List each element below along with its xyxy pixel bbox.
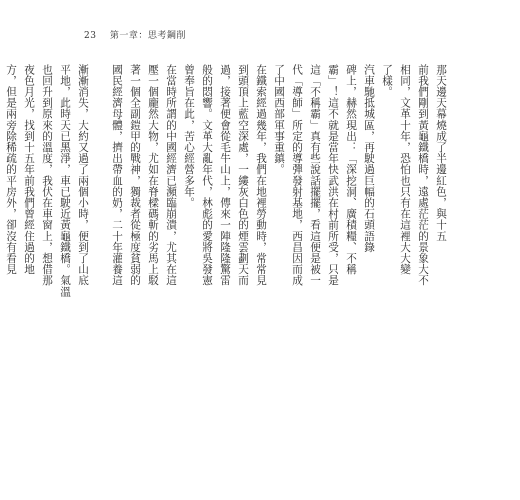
text-column: 方，但是兩旁除稀疏的平房外，卻沒有看見 xyxy=(5,64,17,275)
text-column: 過，接著便會從毛牛山上，傳來一陣隆隆驚雷 xyxy=(219,64,231,286)
text-column: 也回升到原來的溫度，我伏在車窗上，想借那 xyxy=(41,64,53,286)
page-header xyxy=(84,28,186,41)
running-title: 第一章：思考鋼削 xyxy=(109,31,186,41)
text-column: 國民經濟母體，擠出帶血的奶，二十年灌養這 xyxy=(111,64,123,286)
text-column: 般的悶響。文革大亂年代，林彪的愛將吳發憲 xyxy=(201,64,213,286)
text-column: 霸」！這不就是當年快武洪在村前所受，只是 xyxy=(327,64,339,286)
text-column: 這「不稱霸」真有些說話擺擺，看這便是被一 xyxy=(309,64,321,286)
text-column: 碑上，赫然現出：「深挖洞、廣積糧、不稱 xyxy=(345,64,357,275)
text-column: 壓一個龐然大物，尤如在脊樑碼斬的劣馬上駁 xyxy=(147,64,159,286)
text-column: 在鐵索經過幾年，我們在地裡勞動時，常常見 xyxy=(255,64,267,286)
text-column: 平地，此時天已黑淨，車已駛近黃龜鐵橋。氣溫 xyxy=(59,64,71,298)
page-number: 23 xyxy=(84,31,97,41)
text-column: 著一個全副鎧甲的戰神，獨裁者從極度貧弱的 xyxy=(129,64,141,286)
text-column: 漸漸消失，大約又過了兩個小時，便到了山底 xyxy=(77,64,89,286)
text-column: 那天邊天幕燒成了半邊紅色，與十五 xyxy=(435,64,447,242)
column-gap xyxy=(92,64,108,424)
text-column: 代「導師」所定的導彈發射基地，西昌因而成 xyxy=(291,64,303,286)
text-column: 了中國西部軍事重鎮。 xyxy=(273,64,285,175)
text-column: 相同，文革十年，恐怕也只有在這裡大大變 xyxy=(399,64,411,275)
text-column: 曾奉旨在此，苦心經營多年。 xyxy=(183,64,195,209)
text-column: 在當時所謂的中國經濟已瀕臨崩潰，尤其在這 xyxy=(165,64,177,286)
text-column: 汽車馳抵城區，再駛過巨幅的石頭語錄 xyxy=(363,64,375,253)
vertical-text-body xyxy=(0,64,450,424)
text-column: 夜色月光，找到十五年前我們曾經住過的地 xyxy=(23,64,35,275)
text-column: 了樣。 xyxy=(381,64,393,98)
text-column: 到頭頂上藍空深處，一縷灰白色的煙雲劃天而 xyxy=(237,64,249,286)
text-column: 前我們剛到黃龜鐵橋時，遠處茫茫的景象大不 xyxy=(417,64,429,286)
